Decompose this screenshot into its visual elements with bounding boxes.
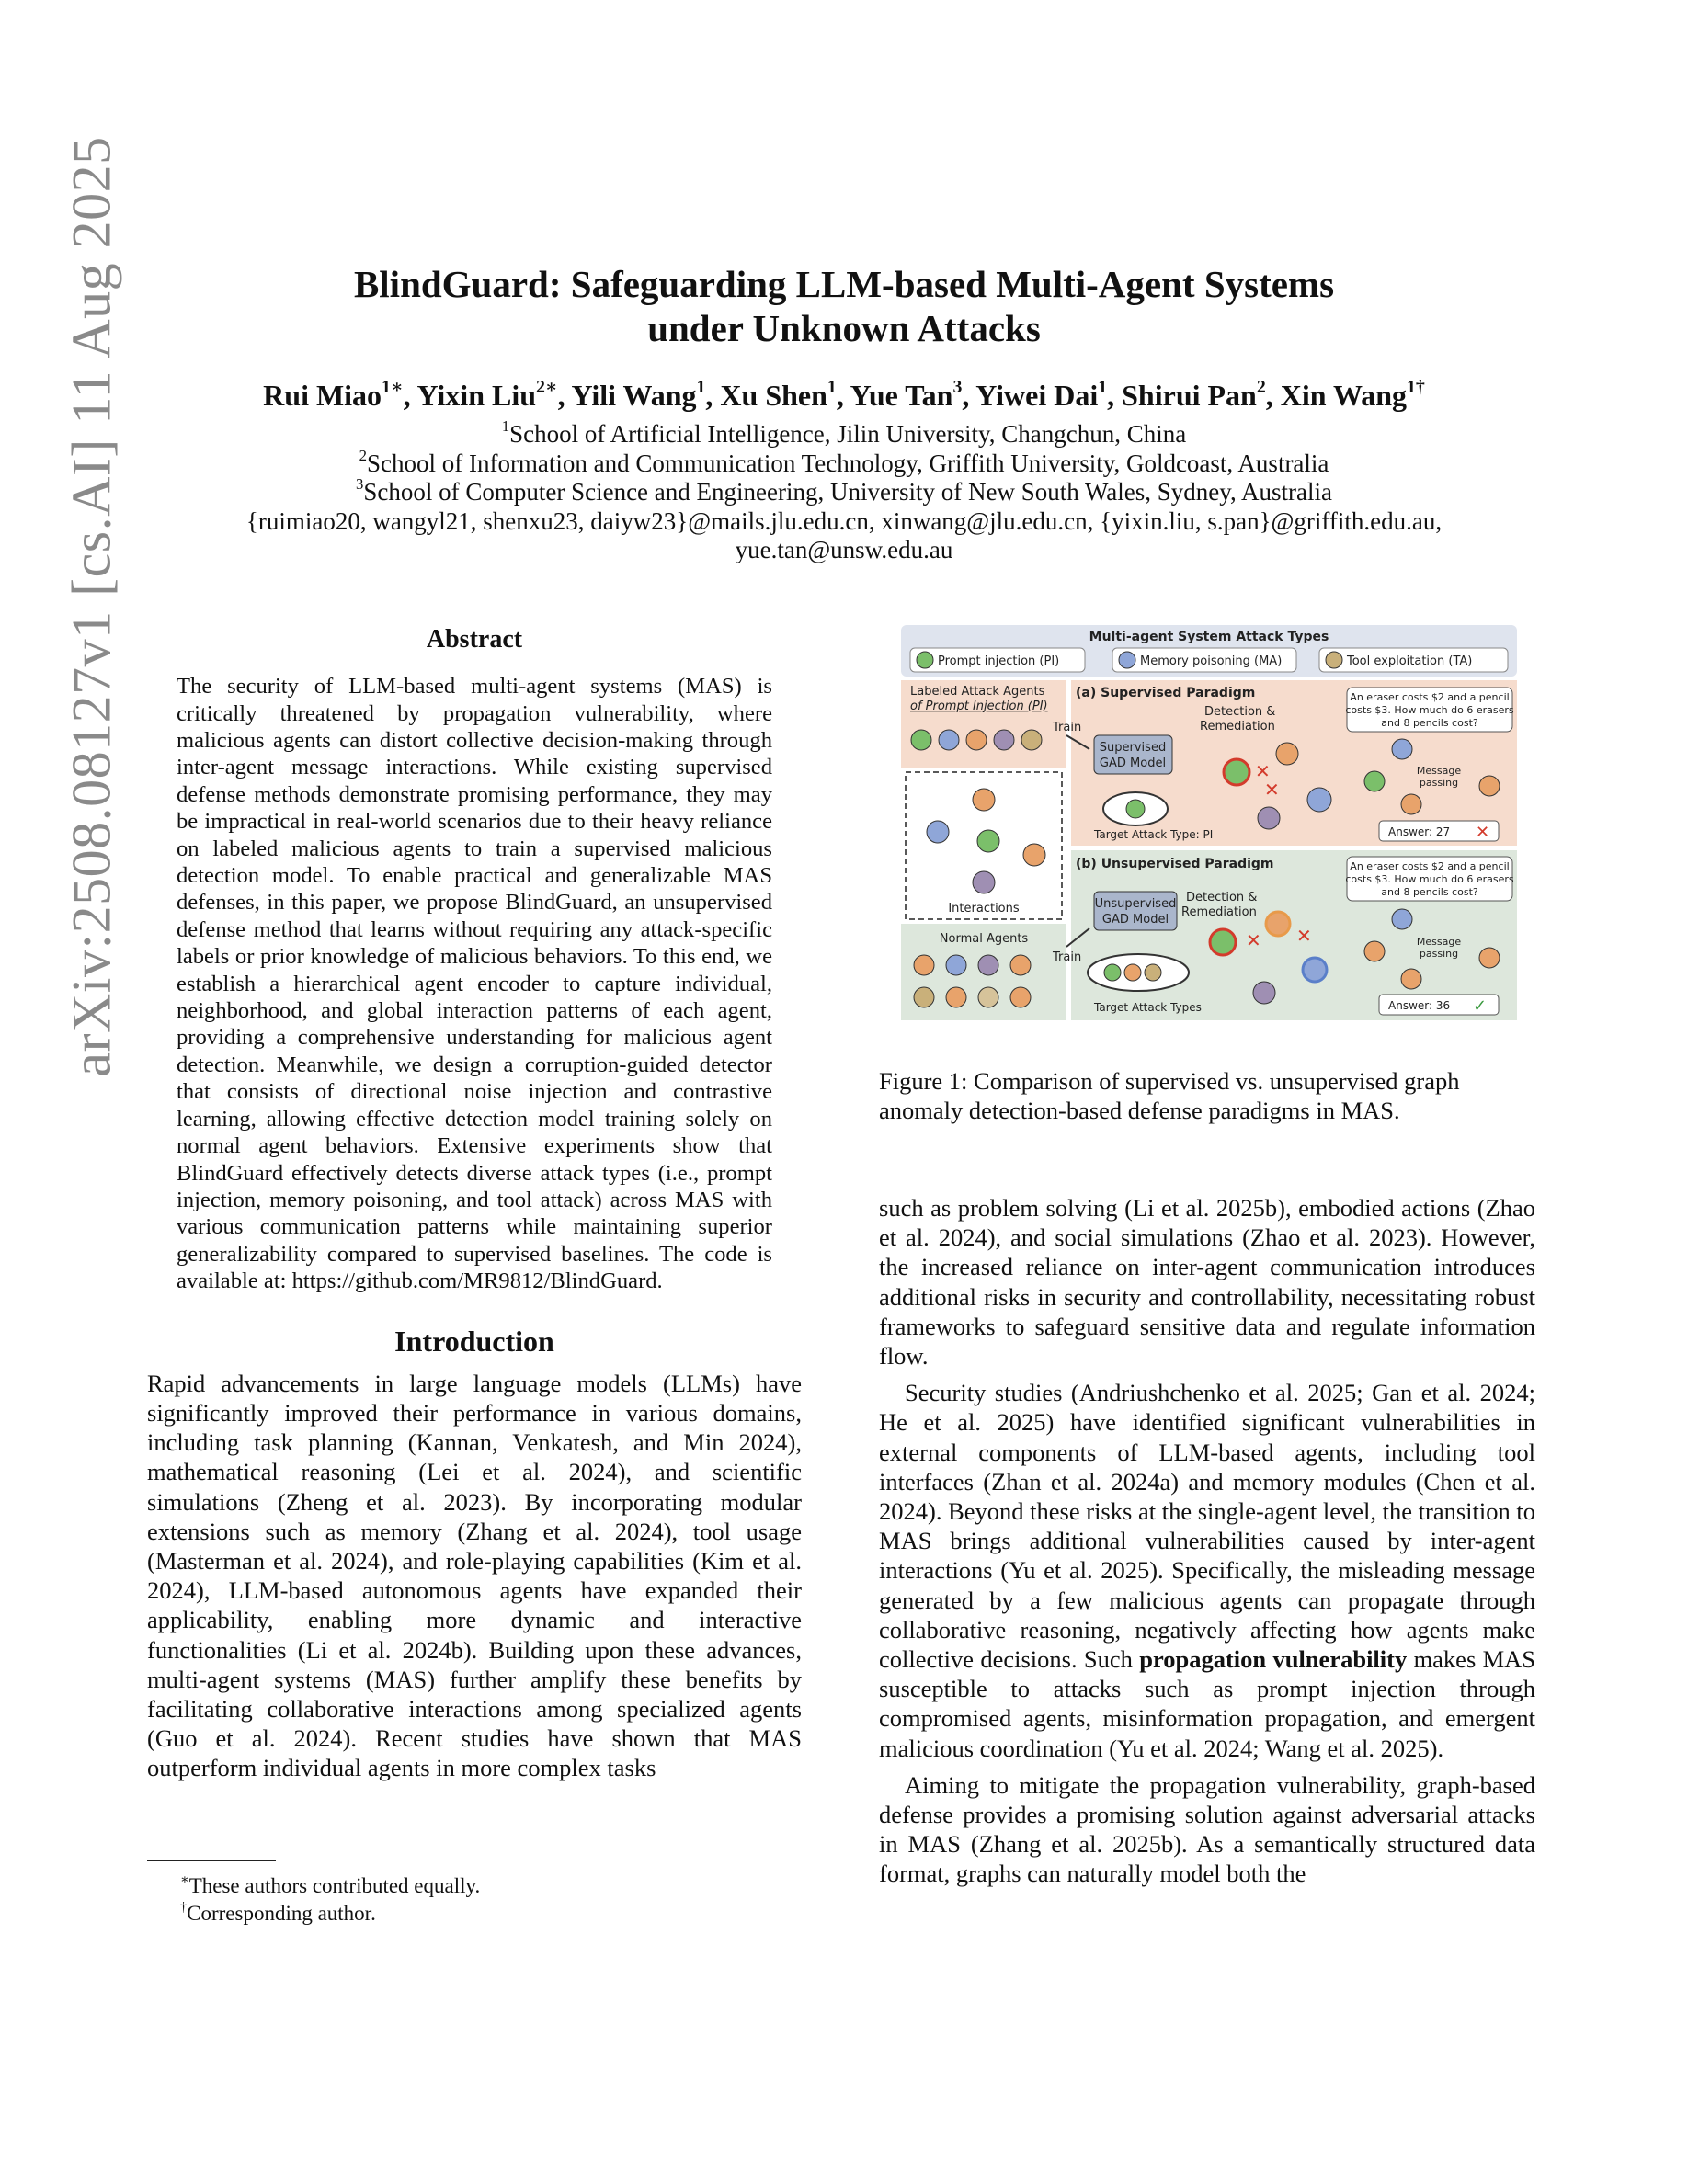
abstract-text: The security of LLM-based multi-agent systems (MAS) is critically threatened by propagation vulnerability, where malicious agents can distort collective decision-making through inter-agent message interactions. While existing supervised defense methods demonstrate promising performance, they may be impractical in real-world scenarios due to their heavy reliance on labeled malicious agents to train a supervised malicious detection model. To enable practical and generalizable MAS defenses, in this paper, we propose BlindGuard, an unsupervised defense method that learns without requiring any attack-specific labels or prior knowledge of malicious behaviors. To this end, we establish a hierarchical agent encoder to capture individual, neighborhood, and global interaction patterns of each agent, providing a comprehensive understanding for malicious agent detection. Meanwhile, we design a corruption-guided detector that consists of directional noise injection and contrastive learning, allowing effective detection model training solely on normal agent behaviors. Extensive experiments show that BlindGuard effectively detects diverse attack types (i.e., prompt injection, memory poisoning, and tool attack) across MAS with various communication patterns while maintaining superior generalizability compared to supervised baselines. The code is available at: https://github.com/MR9812/BlindGuard. bbox=[177, 674, 772, 1294]
detection-label-bottom-1: Detection & bbox=[1186, 891, 1258, 904]
message-top-1: Message bbox=[1416, 765, 1462, 777]
pi-agent-icon bbox=[917, 652, 933, 668]
footnote-rule bbox=[147, 1860, 276, 1861]
interactions-label: Interactions bbox=[948, 902, 1020, 916]
ma-agent-icon bbox=[1119, 652, 1135, 668]
figure-1-caption: Figure 1: Comparison of supervised vs. unsupervised graph anomaly detection-based defense paradigms in MAS. bbox=[879, 1067, 1460, 1124]
normal-agents-label: Normal Agents bbox=[939, 932, 1029, 946]
ta-agent-icon bbox=[1326, 652, 1342, 668]
legend-ta: Tool exploitation (TA) bbox=[1347, 654, 1473, 668]
detection-label-top-2: Remediation bbox=[1200, 720, 1275, 734]
target-pi-label: Target Attack Type: PI bbox=[1094, 828, 1214, 841]
right-paragraph-3: Aiming to mitigate the propagation vulnerability, graph-based defense provides a promising solution against adversarial attacks in MAS (Zhang et al. 2025b). As a semantically structured data format, graphs can naturally model both the bbox=[879, 1770, 1535, 1888]
title-line-1: BlindGuard: Safeguarding LLM-based Multi-Agent Systems bbox=[353, 263, 1335, 305]
unsupervised-model-label-1: Unsupervised bbox=[1094, 897, 1177, 911]
supervised-model-label-1: Supervised bbox=[1099, 741, 1167, 755]
figure-1-diagram bbox=[901, 625, 1517, 1020]
abstract-heading: Abstract bbox=[426, 625, 523, 654]
question-top-2: costs $3. How much do 6 erasers bbox=[1345, 704, 1514, 716]
supervised-model-label-2: GAD Model bbox=[1099, 756, 1167, 770]
svg-text:✕: ✕ bbox=[1296, 925, 1312, 947]
left-column bbox=[147, 625, 802, 1783]
target-types-label: Target Attack Types bbox=[1094, 1001, 1202, 1014]
affiliation-2: $^2$School of Information and Communication Technology, Griffith University, Goldcoast, Australia bbox=[359, 446, 1329, 477]
author-affiliation-mark: 3 bbox=[952, 377, 963, 398]
author-affiliation-mark: 1 bbox=[696, 377, 706, 398]
labeled-agents-label-2: of Prompt Injection (PI) bbox=[910, 700, 1048, 713]
author-name: Xu Shen bbox=[720, 379, 827, 412]
answer-right: Answer: 36 bbox=[1388, 999, 1451, 1012]
unsupervised-paradigm-label: (b) Unsupervised Paradigm bbox=[1076, 857, 1274, 871]
train-label-bottom: Train bbox=[1053, 950, 1082, 964]
question-top-1: An eraser costs $2 and a pencil bbox=[1350, 691, 1510, 703]
check-icon: ✓ bbox=[1473, 996, 1488, 1016]
affiliation-3: $^3$School of Computer Science and Engineering, University of New South Wales, Sydney, Australia bbox=[355, 475, 1332, 506]
emails-line-2: yue.tan@unsw.edu.au bbox=[735, 536, 953, 563]
author-affiliation-mark: 1∗ bbox=[382, 377, 404, 398]
right-paragraph-1: such as problem solving (Li et al. 2025b), embodied actions (Zhao et al. 2024), and social simulations (Zhao et al. 2023). However, the increased reliance on inter-agent communication introduces additional risks in security and controllability, necessitating robust frameworks to safeguard sensitive data and regulate information flow. bbox=[879, 1194, 1535, 1371]
figure-1 bbox=[901, 625, 1517, 1020]
propagation-vulnerability-term: propagation vulnerability bbox=[1139, 1645, 1408, 1674]
title-line-2: under Unknown Attacks bbox=[647, 307, 1041, 349]
answer-wrong: Answer: 27 bbox=[1388, 825, 1451, 838]
interaction-agents bbox=[927, 789, 1045, 893]
introduction-heading: Introduction bbox=[394, 1324, 554, 1358]
right-column bbox=[879, 1193, 1535, 1889]
svg-text:✕: ✕ bbox=[1264, 779, 1280, 801]
author-name: Xin Wang bbox=[1280, 379, 1408, 412]
author-name: Rui Miao bbox=[263, 379, 382, 412]
detection-label-top-1: Detection & bbox=[1204, 705, 1276, 719]
question-bottom-1: An eraser costs $2 and a pencil bbox=[1350, 860, 1510, 872]
right-paragraph-2: Security studies (Andriushchenko et al. 2025; Gan et al. 2024; He et al. 2025) have identified significant vulnerabilities in external components of LLM-based agents, including tool interfaces (Zhan et al. 2024a) and memory modules (Chen et al. 2024). Beyond these risks at the single-agent level, the transition to MAS brings additional vulnerabilities caused by inter-agent interactions (Yu et al. 2025). Specifically, the misleading message generated by a few malicious agents can propagate through collaborative reasoning, negatively affecting how agents make collective decisions. Such propagation vulnerability makes MAS susceptible to attacks such as prompt injection through compromised agents, misinformation propagation, and emergent malicious coordination (Yu et al. 2024; Wang et al. 2025). bbox=[879, 1379, 1536, 1762]
target-types-agents bbox=[1104, 964, 1161, 981]
wrong-icon: ✕ bbox=[1476, 823, 1490, 842]
author-name: Yiwei Dai bbox=[975, 379, 1099, 412]
legend-pi: Prompt injection (PI) bbox=[938, 654, 1060, 668]
question-bottom-2: costs $3. How much do 6 erasers bbox=[1345, 873, 1514, 885]
question-top-3: and 8 pencils cost? bbox=[1381, 717, 1478, 729]
emails-line-1: {ruimiao20, wangyl21, shenxu23, daiyw23}@mails.jlu.edu.cn, xinwang@jlu.edu.cn, {yixin.liu, s.pan}@griffith.edu.au, bbox=[245, 506, 1443, 535]
unsupervised-model-label-2: GAD Model bbox=[1101, 913, 1169, 927]
author-name: Yue Tan bbox=[850, 379, 953, 412]
message-top-2: passing bbox=[1419, 777, 1459, 789]
message-bottom-2: passing bbox=[1419, 948, 1459, 960]
intro-paragraph-1: Rapid advancements in large language models (LLMs) have significantly improved their performance in various domains, including task planning (Kannan, Venkatesh, and Min 2024), mathematical reasoning (Lei et al. 2024), and scientific simulations (Zheng et al. 2023). By incorporating modular extensions such as memory (Zhang et al. 2024), tool usage (Masterman et al. 2024), and role-playing capabilities (Kim et al. 2024), LLM-based autonomous agents have expanded their applicability, enabling more dynamic and interactive functionalities (Li et al. 2024b). Building upon these advances, multi-agent systems (MAS) further amplify these benefits by facilitating collaborative interactions among specialized agents (Guo et al. 2024). Recent studies have shown that MAS outperform individual agents in more complex tasks bbox=[147, 1369, 802, 1782]
paper-title bbox=[0, 262, 1688, 350]
labeled-agents-label-1: Labeled Attack Agents bbox=[910, 685, 1045, 699]
affiliation-1: $^1$School of Artificial Intelligence, Jilin University, Changchun, China bbox=[501, 417, 1187, 448]
train-label-top: Train bbox=[1053, 721, 1082, 734]
question-bottom-3: and 8 pencils cost? bbox=[1381, 886, 1478, 898]
footnotes bbox=[147, 1860, 802, 1928]
attack-types-title: Multi-agent System Attack Types bbox=[1089, 630, 1329, 644]
author-name: Yili Wang bbox=[571, 379, 697, 412]
author-list: Rui Miao$^{1∗}$, Yixin Liu$^{2∗}$, Yili Wang$^1$, Xu Shen$^1$, Yue Tan$^3$, Yiwei Dai$^1$, Shirui Pan$^2$, Xin Wang$^{1\dagger}$ bbox=[263, 377, 1425, 412]
author-affiliation-mark: 1† bbox=[1407, 377, 1425, 398]
author-affiliation-mark: 2∗ bbox=[536, 377, 558, 398]
author-affiliation-mark: 2 bbox=[1256, 377, 1266, 398]
target-pi-agent bbox=[1126, 800, 1145, 818]
arxiv-stamp-text: arXiv:2508.08127v1 [cs.AI] 11 Aug 2025 bbox=[61, 136, 122, 1077]
footnote-2: †Corresponding author. bbox=[180, 1899, 376, 1925]
author-affiliation-mark: 1 bbox=[827, 377, 837, 398]
svg-text:✕: ✕ bbox=[1255, 760, 1271, 782]
footnote-1: ∗These authors contributed equally. bbox=[180, 1871, 481, 1897]
supervised-paradigm-label: (a) Supervised Paradigm bbox=[1076, 686, 1256, 700]
svg-text:✕: ✕ bbox=[1246, 929, 1261, 951]
author-affiliation-mark: 1 bbox=[1098, 377, 1108, 398]
author-name: Shirui Pan bbox=[1122, 379, 1257, 412]
author-name: Yixin Liu bbox=[416, 379, 537, 412]
affiliations bbox=[0, 417, 1688, 565]
message-bottom-1: Message bbox=[1416, 936, 1462, 948]
detection-label-bottom-2: Remediation bbox=[1181, 905, 1257, 919]
legend-ma: Memory poisoning (MA) bbox=[1140, 654, 1283, 668]
